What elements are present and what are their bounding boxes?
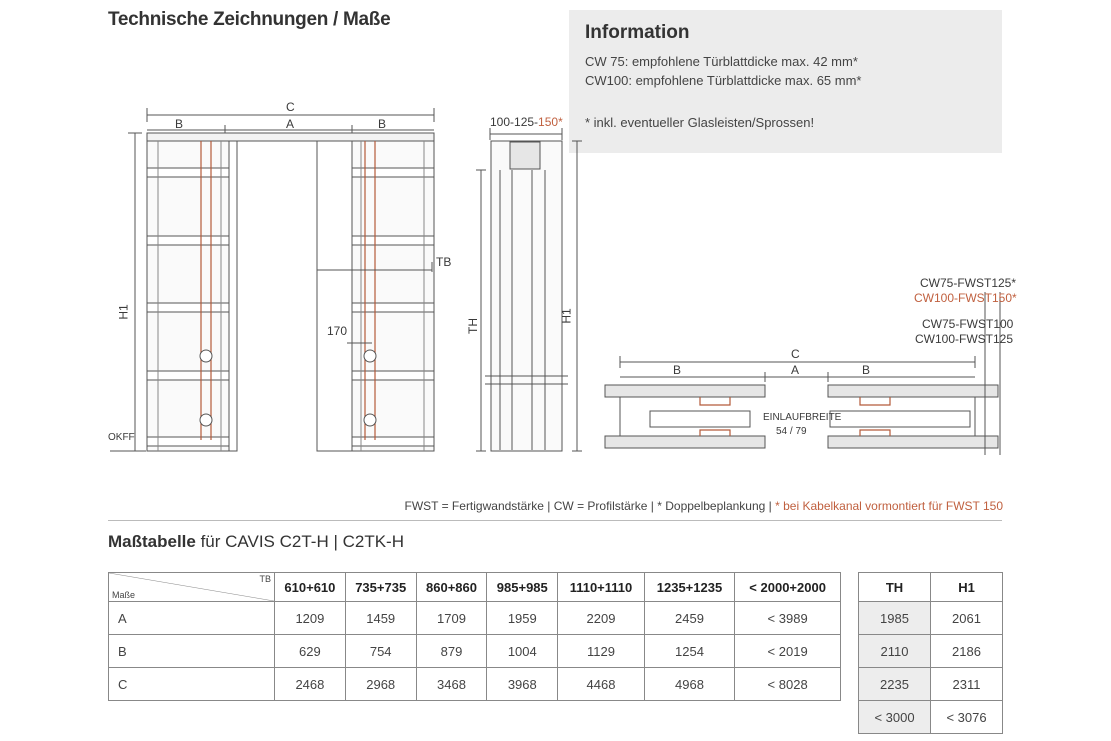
table-cell: 1129 (558, 635, 645, 668)
label-cw100-fwst150: CW100-FWST150* (914, 291, 1017, 305)
left-door-edge (229, 141, 237, 451)
info-line-cw100: CW100: empfohlene Türblattdicke max. 65 mm* (585, 73, 862, 88)
table-header-row (109, 573, 841, 602)
door-left (650, 411, 750, 427)
table-cell: 1959 (487, 602, 558, 635)
col-header: 735+735 (345, 573, 416, 602)
batten (147, 437, 229, 446)
table-cell: < 2019 (735, 635, 841, 668)
row-label: B (109, 635, 275, 668)
label-h1: H1 (116, 304, 131, 320)
batten (147, 168, 229, 177)
h1-cell: < 3076 (931, 701, 1003, 734)
corner-tb: TB (259, 574, 271, 584)
side-profile (491, 141, 562, 451)
wall-left-bottom (605, 436, 765, 448)
label-th: TH (466, 318, 480, 334)
col-header: 1110+1110 (558, 573, 645, 602)
h1-cell: 2311 (931, 668, 1003, 701)
row-label: A (109, 602, 275, 635)
label-einlauf: EINLAUFBREITE (763, 412, 842, 423)
table-cell: 2968 (345, 668, 416, 701)
table-cell: 1459 (345, 602, 416, 635)
label-b-right: B (378, 117, 387, 131)
batten (147, 236, 229, 245)
th-cell: < 3000 (859, 701, 931, 734)
door-right (830, 411, 970, 427)
batten (352, 371, 434, 380)
table-cell: 4468 (558, 668, 645, 701)
legend: FWST = Fertigwandstärke | CW = Profilstärke | * Doppelbeplankung | * bei Kabelkanal vormontiert für FWST 150 (404, 499, 1003, 513)
th-cell: 1985 (859, 602, 931, 635)
page-title: Technische Zeichnungen / Maße (108, 9, 391, 30)
th-h1-table (858, 572, 1003, 734)
right-door-edge (317, 141, 352, 451)
top-track (147, 133, 434, 141)
th-cell: 2235 (859, 668, 931, 701)
side-row (859, 668, 1003, 701)
col-header: < 2000+2000 (735, 573, 841, 602)
info-line-cw75: CW 75: empfohlene Türblattdicke max. 42 mm* (585, 54, 858, 69)
label-einlauf-values: 54 / 79 (776, 426, 807, 437)
row-label: C (109, 668, 275, 701)
label-c: C (286, 100, 295, 114)
side-row (859, 602, 1003, 635)
label-plan-a: A (791, 363, 800, 377)
table-cell: 1254 (644, 635, 734, 668)
wall-left-top (605, 385, 765, 397)
batten (147, 303, 229, 312)
table-cell: 754 (345, 635, 416, 668)
label-cw100-fwst125: CW100-FWST125 (915, 332, 1014, 346)
th-cell: 2110 (859, 635, 931, 668)
track-profile (510, 142, 540, 169)
info-title: Information (585, 22, 690, 43)
label-a: A (286, 117, 295, 131)
label-cw75-fwst125: CW75-FWST125* (920, 276, 1017, 290)
table-cell: 1004 (487, 635, 558, 668)
wall-right-bottom (828, 436, 998, 448)
label-b-left: B (175, 117, 184, 131)
corner-masse: Maße (112, 590, 136, 600)
table-cell: 2468 (275, 668, 346, 701)
table-cell: 3968 (487, 668, 558, 701)
batten (352, 236, 434, 245)
label-plan-c: C (791, 347, 800, 361)
table-title: Maßtabelle für CAVIS C2T-H | C2TK-H (108, 532, 404, 551)
batten (352, 437, 434, 446)
table-cell: 879 (416, 635, 487, 668)
col-header: 985+985 (487, 573, 558, 602)
table-row (109, 635, 841, 668)
label-plan-b-left: B (673, 363, 682, 377)
batten (352, 303, 434, 312)
table-cell: 1209 (275, 602, 346, 635)
batten (147, 371, 229, 380)
info-note: * inkl. eventueller Glasleisten/Sprossen! (585, 115, 815, 130)
table-cell: < 3989 (735, 602, 841, 635)
col-header: 610+610 (275, 573, 346, 602)
dimension-table (108, 572, 841, 701)
table-cell: 1709 (416, 602, 487, 635)
label-tb: TB (436, 255, 452, 269)
separator (108, 520, 1002, 521)
col-header: 1235+1235 (644, 573, 734, 602)
label-plan-b-right: B (862, 363, 871, 377)
table-row (109, 668, 841, 701)
table-cell: < 8028 (735, 668, 841, 701)
side-row (859, 635, 1003, 668)
batten (352, 168, 434, 177)
table-corner (109, 573, 275, 602)
label-side-top: 100-125-150* (490, 115, 563, 129)
label-170: 170 (327, 324, 348, 338)
right-cassette (352, 141, 434, 451)
table-row (109, 602, 841, 635)
table-cell: 2459 (644, 602, 734, 635)
wall-right-top (828, 385, 998, 397)
table-cell: 4968 (644, 668, 734, 701)
left-cassette (147, 141, 229, 451)
col-header-th: TH (859, 573, 931, 602)
table-cell: 2209 (558, 602, 645, 635)
col-header-h1: H1 (931, 573, 1003, 602)
side-row (859, 701, 1003, 734)
label-okff: OKFF (108, 432, 135, 443)
table-cell: 3468 (416, 668, 487, 701)
col-header: 860+860 (416, 573, 487, 602)
label-side-h1: H1 (559, 308, 574, 324)
h1-cell: 2061 (931, 602, 1003, 635)
h1-cell: 2186 (931, 635, 1003, 668)
label-cw75-fwst100: CW75-FWST100 (922, 317, 1014, 331)
side-header-row (859, 573, 1003, 602)
table-cell: 629 (275, 635, 346, 668)
